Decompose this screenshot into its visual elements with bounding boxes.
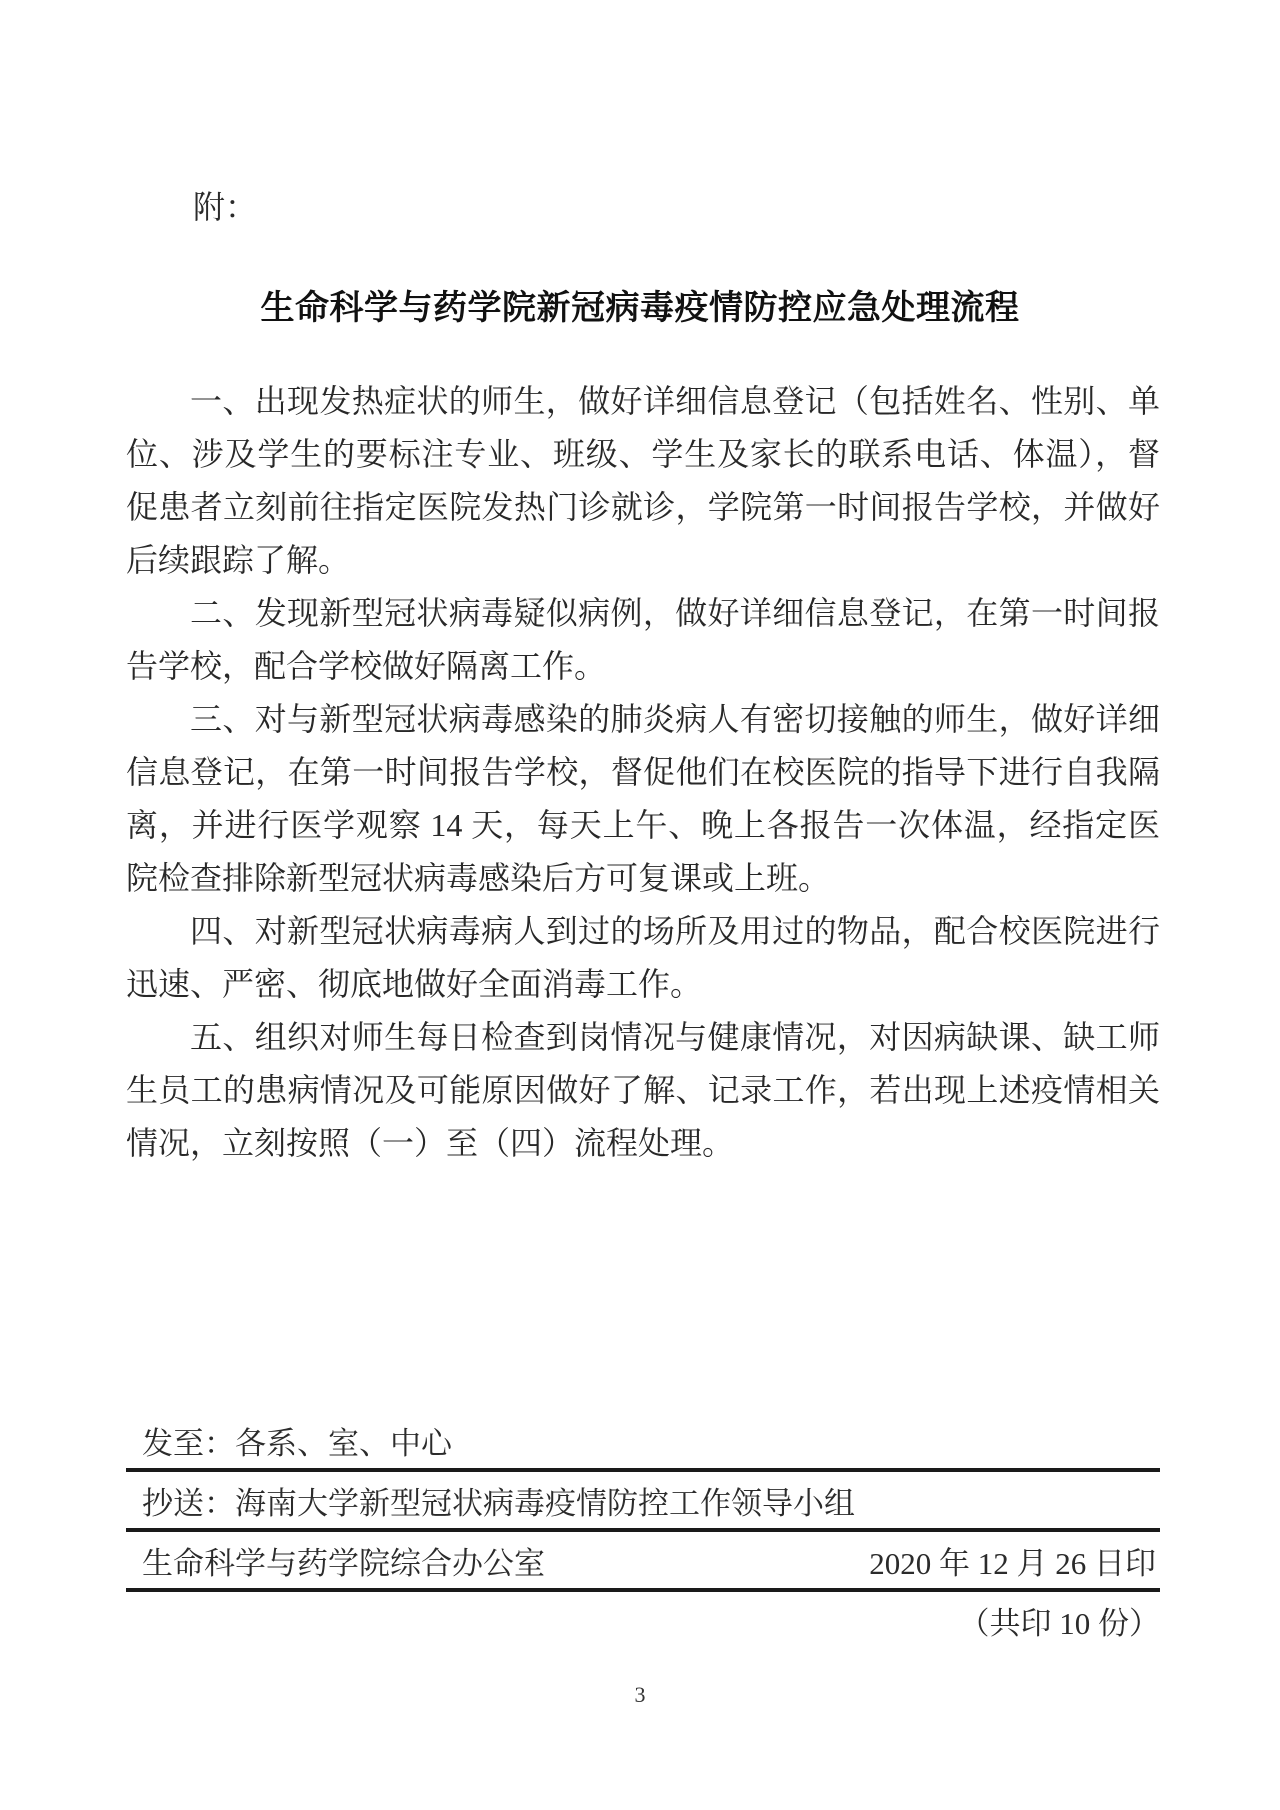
paragraph-2: 二、发现新型冠状病毒疑似病例，做好详细信息登记，在第一时间报告学校，配合学校做好隔离工作。 <box>126 595 1160 684</box>
print-date-text: 2020 年 12 月 26 日印 <box>869 1545 1156 1581</box>
copies-text: （共印 10 份） <box>958 1605 1160 1641</box>
paragraph-1: 一、出现发热症状的师生，做好详细信息登记（包括姓名、性别、单位、涉及学生的要标注专业、班级、学生及家长的联系电话、体温），督促患者立刻前往指定医院发热门诊就诊，学院第一时间报告学校，并做好后续跟踪了解。 <box>126 383 1160 578</box>
paragraph-4: 四、对新型冠状病毒病人到过的场所及用过的物品，配合校医院进行迅速、严密、彻底地做好全面消毒工作。 <box>126 913 1160 1002</box>
document-footer <box>126 1412 1160 1648</box>
issuer-row <box>126 1532 1160 1588</box>
distribution-text: 发至：各系、室、中心 <box>142 1425 452 1461</box>
paragraph-3: 三、对与新型冠状病毒感染的肺炎病人有密切接触的师生，做好详细信息登记，在第一时间报告学校，督促他们在校医院的指导下进行自我隔离，并进行医学观察 14 天，每天上午、晚上各报告一次体温，经指定医院检查排除新型冠状病毒感染后方可复课或上班。 <box>126 701 1160 896</box>
distribution-row <box>126 1412 1160 1468</box>
document-body <box>126 375 1160 1170</box>
page-number: 3 <box>634 1682 646 1707</box>
attachment-label: 附： <box>193 189 258 225</box>
cc-row <box>126 1472 1160 1528</box>
paragraph-5: 五、组织对师生每日检查到岗情况与健康情况，对因病缺课、缺工师生员工的患病情况及可能原因做好了解、记录工作，若出现上述疫情相关情况，立刻按照（一）至（四）流程处理。 <box>126 1019 1160 1161</box>
copies-row <box>126 1592 1160 1648</box>
issuer-text: 生命科学与药学院综合办公室 <box>142 1545 545 1581</box>
document-title: 生命科学与药学院新冠病毒疫情防控应急处理流程 <box>260 289 1020 327</box>
cc-text: 抄送：海南大学新型冠状病毒疫情防控工作领导小组 <box>142 1485 855 1521</box>
